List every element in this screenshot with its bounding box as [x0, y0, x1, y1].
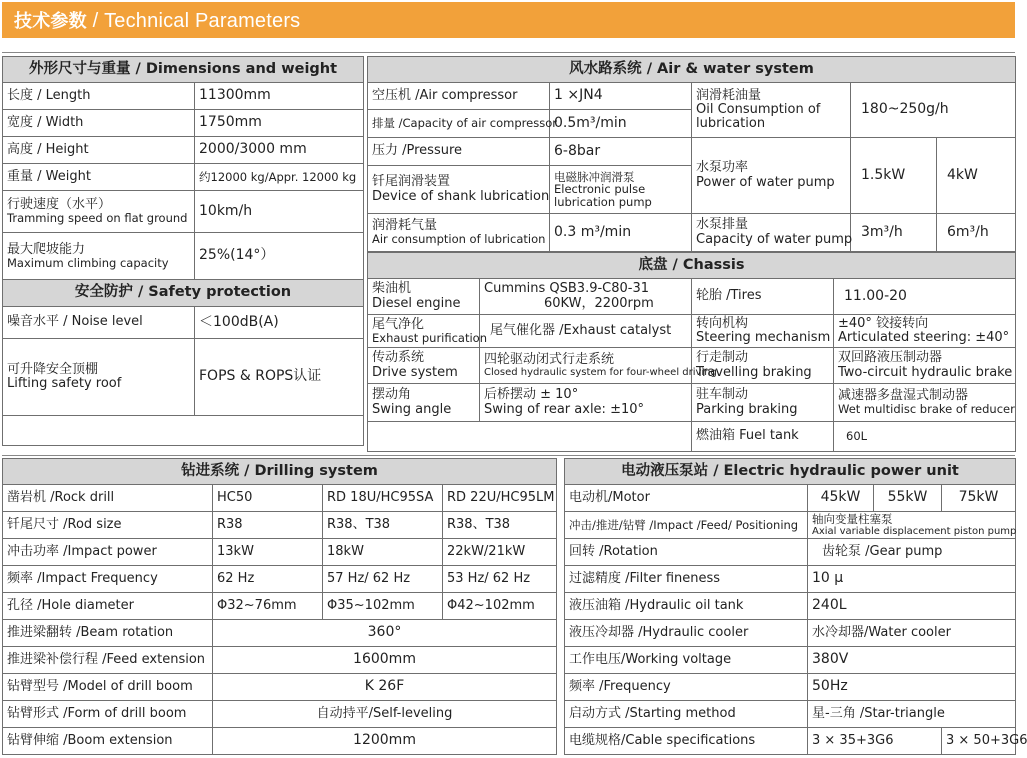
- pump-power-label: [692, 138, 851, 214]
- boom-form-label: 钻臂形式 /Form of drill boom: [3, 701, 213, 728]
- tramming-speed-label-cn: 行驶速度（水平）: [7, 197, 112, 213]
- beam-rotation-label: 推进梁翻转 /Beam rotation: [3, 620, 213, 647]
- safety-header: 安全防护 / Safety protection: [3, 280, 364, 307]
- swing-value: [480, 384, 692, 422]
- starting-value: 星-三角 /Star-triangle: [808, 701, 1016, 728]
- voltage-label: 工作电压/Working voltage: [565, 647, 808, 674]
- drive-label: [368, 348, 480, 384]
- pump-power-label-en: Power of water pump: [696, 174, 835, 190]
- feed-extension-value: 1600mm: [213, 647, 557, 674]
- page-title-cn: 技术参数: [14, 11, 87, 32]
- rotation-value: 齿轮泵 /Gear pump: [808, 539, 1016, 566]
- tires-value: 11.00-20: [834, 279, 1016, 315]
- dimensions-table: [2, 56, 364, 446]
- lub-air-label-cn: 润滑耗气量: [372, 218, 438, 234]
- tramming-speed-label-en: Tramming speed on flat ground: [7, 211, 188, 226]
- shank-label-en: Device of shank lubrication: [372, 188, 550, 204]
- climbing-label-en: Maximum climbing capacity: [7, 255, 169, 270]
- parking-brake-label-cn: 驻车制动: [696, 387, 749, 403]
- steering-label: [692, 315, 834, 348]
- oil-tank-value: 240L: [808, 593, 1016, 620]
- pressure-value: 6-8bar: [550, 138, 692, 166]
- steering-value-en: Articulated steering: ±40°: [838, 330, 1010, 345]
- swing-value-cn: 后桥摆动 ± 10°: [484, 387, 579, 403]
- air-water-header: 风水路系统 / Air & water system: [368, 57, 1016, 83]
- impact-power-label: 冲击功率 /Impact power: [3, 539, 213, 566]
- travel-brake-value-en: Two-circuit hydraulic brake: [838, 364, 1013, 380]
- oil-consumption-value: 180~250g/h: [851, 83, 1016, 138]
- oil-label-cn: 润滑耗油量: [696, 87, 762, 103]
- drilling-header: 钻进系统 / Drilling system: [3, 459, 557, 485]
- rock-drill-v3: RD 22U/HC95LM: [443, 485, 557, 512]
- roof-value: FOPS & ROPS认证: [195, 339, 364, 416]
- shank-label-cn: 钎尾润滑装置: [372, 174, 451, 190]
- impact-frequency-v2: 57 Hz/ 62 Hz: [323, 566, 443, 593]
- drive-value: [480, 348, 717, 384]
- height-value: 2000/3000 mm: [195, 137, 364, 164]
- weight-label: 重量 / Weight: [3, 164, 195, 191]
- pump-flow-v2: 6m³/h: [937, 214, 1016, 252]
- steering-value: [834, 315, 1016, 348]
- impact-feed-value-en: Axial variable displacement piston pump: [812, 525, 1017, 537]
- climbing-label: [3, 233, 195, 280]
- motor-v1: 45kW: [808, 485, 874, 512]
- rod-size-label: 钎尾尺寸 /Rod size: [3, 512, 213, 539]
- shank-value-cn: 电磁脉冲润滑泵: [554, 169, 635, 184]
- drive-label-cn: 传动系统: [372, 350, 425, 366]
- engine-label-en: Diesel engine: [372, 295, 461, 311]
- voltage-value: 380V: [808, 647, 1016, 674]
- cable-v2: 3 × 50+3G6: [942, 728, 1016, 755]
- height-label: 高度 / Height: [3, 137, 195, 164]
- rock-drill-v1: HC50: [213, 485, 323, 512]
- drilling-table: [2, 458, 557, 755]
- impact-frequency-label: 频率 /Impact Frequency: [3, 566, 213, 593]
- hole-diameter-v1: Φ32~76mm: [213, 593, 323, 620]
- impact-power-v2: 18kW: [323, 539, 443, 566]
- pump-power-v2: 4kW: [937, 138, 1016, 214]
- travel-brake-label-en: Travelling braking: [696, 364, 812, 380]
- swing-label-en: Swing angle: [372, 401, 452, 417]
- engine-value-2: 60KW，2200rpm: [544, 295, 654, 311]
- roof-label: [3, 339, 195, 416]
- shank-value-en1: Electronic pulse: [554, 182, 646, 197]
- boom-extension-value: 1200mm: [213, 728, 557, 755]
- pump-power-v1: 1.5kW: [851, 138, 937, 214]
- hole-diameter-v3: Φ42~102mm: [443, 593, 557, 620]
- pump-power-label-cn: 水泵功率: [696, 160, 749, 176]
- frequency-value: 50Hz: [808, 674, 1016, 701]
- roof-label-cn: 可升降安全顶棚: [7, 361, 99, 377]
- divider: [2, 52, 1015, 53]
- capacity-label: 排量 /Capacity of air compressor: [368, 110, 550, 138]
- drive-value-en: Closed hydraulic system for four-wheel driving: [484, 367, 717, 379]
- engine-value-1: Cummins QSB3.9-C80-31: [484, 281, 650, 297]
- boom-model-label: 钻臂型号 /Model of drill boom: [3, 674, 213, 701]
- pump-flow-v1: 3m³/h: [851, 214, 937, 252]
- power-unit-table: [564, 458, 1027, 755]
- parking-brake-value-cn: 减速器多盘湿式制动器: [838, 388, 969, 404]
- impact-power-v3: 22kW/21kW: [443, 539, 557, 566]
- pump-flow-label: [692, 214, 851, 252]
- pressure-label: 压力 /Pressure: [368, 138, 550, 166]
- noise-label: 噪音水平 / Noise level: [3, 307, 195, 339]
- lub-air-label: [368, 214, 550, 252]
- chassis-header: 底盘 / Chassis: [368, 253, 1016, 279]
- capacity-value: 0.5m³/min: [550, 110, 692, 138]
- climbing-value: 25%(14°）: [195, 233, 364, 280]
- oil-consumption-label: [692, 83, 851, 138]
- width-label: 宽度 / Width: [3, 110, 195, 137]
- fuel-tank-value: 60L: [834, 422, 1016, 452]
- engine-value: [480, 279, 692, 315]
- cable-label: 电缆规格/Cable specifications: [565, 728, 808, 755]
- engine-label: [368, 279, 480, 315]
- empty-row: [3, 416, 364, 446]
- page-title-en: / Technical Parameters: [86, 10, 301, 32]
- impact-feed-value-cn: 轴向变量柱塞泵: [812, 512, 893, 527]
- steering-label-en: Steering mechanism: [696, 330, 831, 345]
- shank-value: [550, 166, 692, 214]
- compressor-value: 1 ×JN4: [550, 83, 692, 110]
- impact-frequency-v1: 62 Hz: [213, 566, 323, 593]
- length-label: 长度 / Length: [3, 83, 195, 110]
- air-water-table: [367, 56, 1016, 252]
- exhaust-label-en: Exhaust purification: [372, 330, 488, 345]
- oil-label-en2: lubrication: [696, 116, 766, 132]
- divider: [2, 455, 1015, 456]
- feed-extension-label: 推进梁补偿行程 /Feed extension: [3, 647, 213, 674]
- tramming-speed-label: [3, 191, 195, 233]
- noise-value: ＜100dB(A): [195, 307, 364, 339]
- exhaust-label: [368, 315, 488, 348]
- page-title: [14, 7, 300, 33]
- chassis-empty-cell: [368, 422, 692, 452]
- width-value: 1750mm: [195, 110, 364, 137]
- rod-size-v3: R38、T38: [443, 512, 557, 539]
- travel-brake-label: [692, 348, 834, 384]
- boom-model-value: K 26F: [213, 674, 557, 701]
- lub-air-value: 0.3 m³/min: [550, 214, 692, 252]
- swing-label: [368, 384, 480, 422]
- length-value: 11300mm: [195, 83, 364, 110]
- cable-v1: 3 × 35+3G6: [808, 728, 942, 755]
- title-banner: [2, 2, 1015, 38]
- filter-label: 过滤精度 /Filter fineness: [565, 566, 808, 593]
- travel-brake-label-cn: 行走制动: [696, 350, 749, 366]
- oil-tank-label: 液压油箱 /Hydraulic oil tank: [565, 593, 808, 620]
- filter-value: 10 μ: [808, 566, 1016, 593]
- drive-label-en: Drive system: [372, 364, 458, 380]
- power-unit-header: 电动液压泵站 / Electric hydraulic power unit: [565, 459, 1016, 485]
- pump-flow-label-en: Capacity of water pump: [696, 231, 853, 247]
- impact-feed-label: 冲击/推进/钻臂 /Impact /Feed/ Positioning: [565, 512, 808, 539]
- rod-size-v1: R38: [213, 512, 323, 539]
- travel-brake-value-cn: 双回路液压制动器: [838, 350, 943, 366]
- shank-value-en2: lubrication pump: [554, 194, 652, 209]
- cooler-value: 水冷却器/Water cooler: [808, 620, 1016, 647]
- steering-value-cn: ±40° 铰接转向: [838, 315, 929, 331]
- parking-brake-value: [834, 384, 1016, 422]
- hole-diameter-v2: Φ35~102mm: [323, 593, 443, 620]
- fuel-tank-label: 燃油箱 Fuel tank: [692, 422, 834, 452]
- chassis-table: [367, 252, 1016, 452]
- rock-drill-label: 凿岩机 /Rock drill: [3, 485, 213, 512]
- beam-rotation-value: 360°: [213, 620, 557, 647]
- rock-drill-v2: RD 18U/HC95SA: [323, 485, 443, 512]
- dimensions-header: 外形尺寸与重量 / Dimensions and weight: [3, 57, 364, 83]
- steering-label-cn: 转向机构: [696, 315, 749, 331]
- impact-feed-value: [808, 512, 1016, 539]
- swing-label-cn: 摆动角: [372, 387, 412, 403]
- drive-value-cn: 四轮驱动闭式行走系统: [484, 351, 615, 367]
- weight-value: 约12000 kg/Appr. 12000 kg: [195, 164, 364, 191]
- parking-brake-value-en: Wet multidisc brake of reducer: [838, 402, 1015, 417]
- boom-form-value: 自动持平/Self-leveling: [213, 701, 557, 728]
- motor-v3: 75kW: [942, 485, 1016, 512]
- oil-label-en1: Oil Consumption of: [696, 101, 821, 117]
- engine-label-cn: 柴油机: [372, 281, 412, 297]
- lub-air-label-en: Air consumption of lubrication: [372, 232, 546, 247]
- parking-brake-label: [692, 384, 834, 422]
- exhaust-label-cn: 尾气净化: [372, 316, 425, 332]
- starting-label: 启动方式 /Starting method: [565, 701, 808, 728]
- swing-value-en: Swing of rear axle: ±10°: [484, 401, 644, 417]
- motor-label: 电动机/Motor: [565, 485, 808, 512]
- impact-power-v1: 13kW: [213, 539, 323, 566]
- tires-label: 轮胎 /Tires: [692, 279, 834, 315]
- rod-size-v2: R38、T38: [323, 512, 443, 539]
- parking-brake-label-en: Parking braking: [696, 401, 798, 417]
- boom-extension-label: 钻臂伸缩 /Boom extension: [3, 728, 213, 755]
- compressor-label: 空压机 /Air compressor: [368, 83, 550, 110]
- rotation-label: 回转 /Rotation: [565, 539, 808, 566]
- hole-diameter-label: 孔径 /Hole diameter: [3, 593, 213, 620]
- cooler-label: 液压冷却器 /Hydraulic cooler: [565, 620, 808, 647]
- tramming-speed-value: 10km/h: [195, 191, 364, 233]
- exhaust-value: 尾气催化器 /Exhaust catalyst: [480, 315, 692, 348]
- shank-label: [368, 166, 550, 214]
- climbing-label-cn: 最大爬坡能力: [7, 241, 86, 257]
- motor-v2: 55kW: [874, 485, 942, 512]
- roof-label-en: Lifting safety roof: [7, 376, 122, 391]
- pump-flow-label-cn: 水泵排量: [696, 217, 749, 233]
- frequency-label: 频率 /Frequency: [565, 674, 808, 701]
- travel-brake-value: [834, 348, 1016, 384]
- impact-frequency-v3: 53 Hz/ 62 Hz: [443, 566, 557, 593]
